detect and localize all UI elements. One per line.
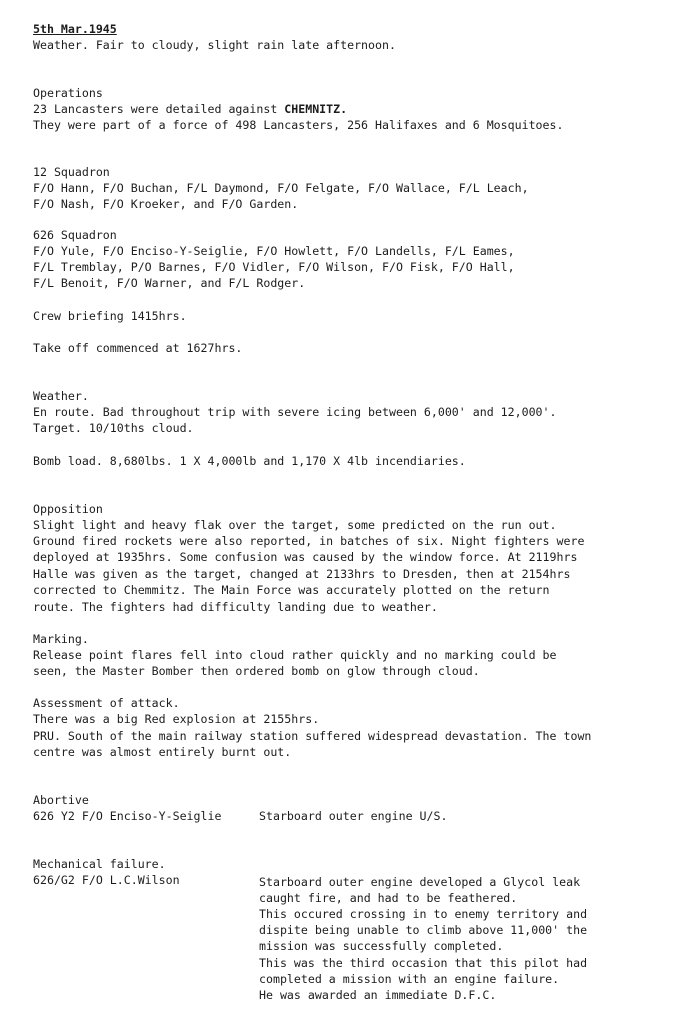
mechanical-line: dispite being unable to climb above 11,000' the <box>259 923 588 937</box>
opposition-line: Slight light and heavy flak over the target, some predicted on the run out. <box>33 518 557 532</box>
opposition-heading: Opposition <box>33 502 103 516</box>
abortive-heading: Abortive <box>33 793 89 807</box>
mechanical-line: He was awarded an immediate D.F.C. <box>259 988 497 1002</box>
weather-summary: Weather. Fair to cloudy, slight rain late afternoon. <box>33 38 396 52</box>
weather-heading: Weather. <box>33 389 89 403</box>
squadron-12-heading: 12 Squadron <box>33 165 110 179</box>
mechanical-line: caught fire, and had to be feathered. <box>259 891 518 905</box>
assessment-heading: Assessment of attack. <box>33 696 180 710</box>
abortive-entry: 626 Y2 F/O Enciso-Y-Seiglie <box>33 809 222 823</box>
crew-briefing: Crew briefing 1415hrs. <box>33 309 187 323</box>
mechanical-line: completed a mission with an engine failure. <box>259 972 560 986</box>
abortive-reason: Starboard outer engine U/S. <box>259 809 448 823</box>
marking-line: seen, the Master Bomber then ordered bomb on glow through cloud. <box>33 664 480 678</box>
mechanical-line: This was the third occasion that this pilot had <box>259 956 588 970</box>
squadron-12-line: F/O Nash, F/O Kroeker, and F/O Garden. <box>33 197 299 211</box>
marking-line: Release point flares fell into cloud rather quickly and no marking could be <box>33 648 557 662</box>
squadron-626-heading: 626 Squadron <box>33 228 117 242</box>
opposition-line: corrected to Chemmitz. The Main Force was accurately plotted on the return <box>33 583 550 597</box>
mechanical-line: mission was successfully completed. <box>259 939 504 953</box>
mechanical-line: This occured crossing in to enemy territory and <box>259 907 588 921</box>
weather-line: Target. 10/10ths cloud. <box>33 421 194 435</box>
bomb-load: Bomb load. 8,680lbs. 1 X 4,000lb and 1,170 X 4lb incendiaries. <box>33 454 466 468</box>
squadron-626-line: F/L Tremblay, P/O Barnes, F/O Vidler, F/O Wilson, F/O Fisk, F/O Hall, <box>33 260 515 274</box>
target-name: CHEMNITZ. <box>284 102 348 116</box>
assessment-line: centre was almost entirely burnt out. <box>33 745 292 759</box>
operations-line-1 <box>33 101 347 117</box>
opposition-line: Halle was given as the target, changed at 2133hrs to Dresden, then at 2154hrs <box>33 567 571 581</box>
squadron-626-line: F/L Benoit, F/O Warner, and F/L Rodger. <box>33 276 306 290</box>
operations-heading: Operations <box>33 86 103 100</box>
mechanical-line: Starboard outer engine developed a Glycol leak <box>259 875 581 889</box>
opposition-line: deployed at 1935hrs. Some confusion was caused by the window force. At 2119hrs <box>33 550 578 564</box>
operations-line-2: They were part of a force of 498 Lancasters, 256 Halifaxes and 6 Mosquitoes. <box>33 118 564 132</box>
opposition-line: route. The fighters had difficulty landing due to weather. <box>33 600 438 614</box>
marking-heading: Marking. <box>33 632 89 646</box>
mechanical-heading: Mechanical failure. <box>33 857 166 871</box>
squadron-12-line: F/O Hann, F/O Buchan, F/L Daymond, F/O Felgate, F/O Wallace, F/L Leach, <box>33 181 529 195</box>
date-heading: 5th Mar.1945 <box>33 22 117 36</box>
operations-text: 23 Lancasters were detailed against <box>33 102 285 116</box>
assessment-line: There was a big Red explosion at 2155hrs. <box>33 712 320 726</box>
take-off: Take off commenced at 1627hrs. <box>33 341 243 355</box>
opposition-line: Ground fired rockets were also reported, in batches of six. Night fighters were <box>33 534 585 548</box>
weather-line: En route. Bad throughout trip with severe icing between 6,000' and 12,000'. <box>33 405 557 419</box>
assessment-line: PRU. South of the main railway station suffered widespread devastation. The town <box>33 729 592 743</box>
squadron-626-line: F/O Yule, F/O Enciso-Y-Seiglie, F/O Howlett, F/O Landells, F/L Eames, <box>33 244 515 258</box>
mechanical-entry: 626/G2 F/O L.C.Wilson <box>33 873 180 887</box>
